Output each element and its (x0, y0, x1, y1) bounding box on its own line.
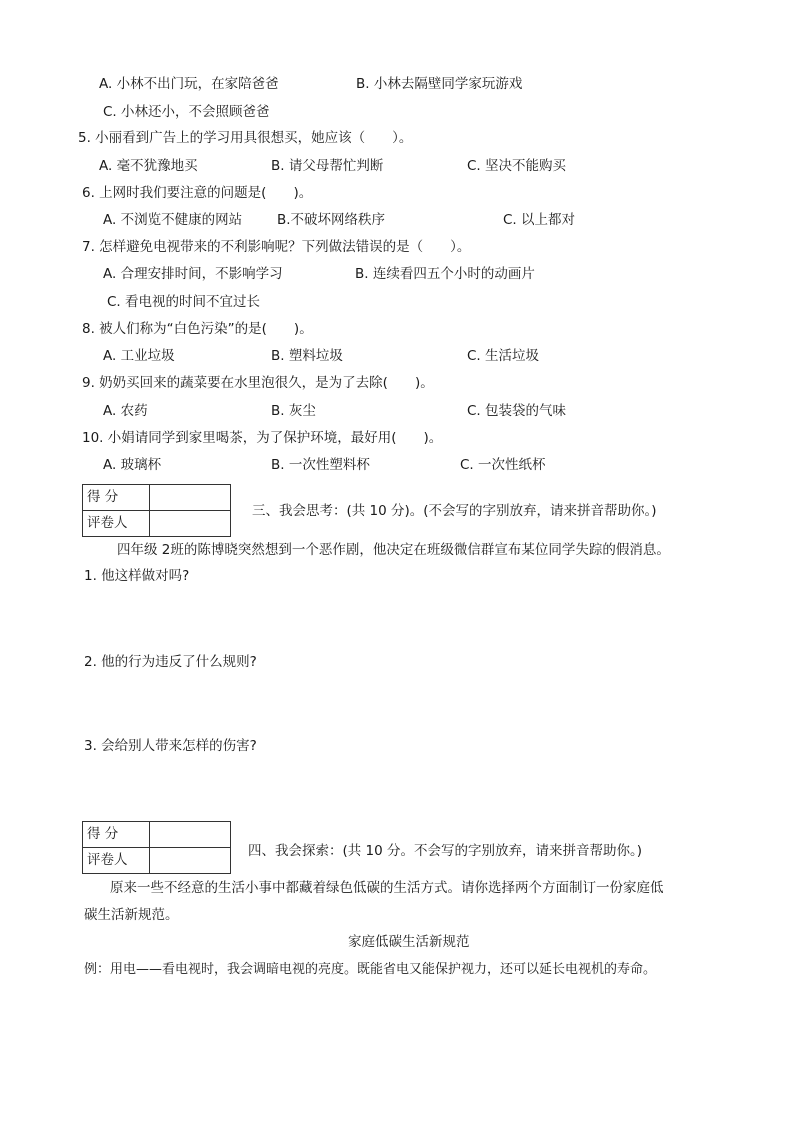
grader-label: 评卷人 (83, 848, 150, 874)
q10-option-a: A. 玻璃杯 (103, 457, 162, 473)
q7-question: 7. 怎样避免电视带来的不利影响呢？下列做法错误的是（ ）。 (82, 239, 471, 255)
section3-q3: 3. 会给别人带来怎样的伤害? (84, 738, 257, 754)
q4-option-b: B. 小林去隔壁同学家玩游戏 (356, 76, 523, 92)
q5-option-b: B. 请父母帮忙判断 (271, 158, 384, 174)
grader-blank[interactable] (150, 511, 231, 537)
score-blank[interactable] (150, 822, 231, 848)
section3-q2: 2. 他的行为违反了什么规则? (84, 654, 257, 670)
score-box-section4 (82, 821, 231, 874)
q6-option-c: C. 以上都对 (503, 212, 576, 228)
grader-label: 评卷人 (83, 511, 150, 537)
q7-option-c: C. 看电视的时间不宜过长 (107, 294, 261, 310)
q9-option-c: C. 包装袋的气味 (467, 403, 567, 419)
q8-option-b: B. 塑料垃圾 (271, 348, 343, 364)
q10-question: 10. 小娟请同学到家里喝茶，为了保护环境，最好用( )。 (82, 430, 443, 446)
section4-heading: 四、我会探索：(共 10 分。不会写的字别放弃，请来拼音帮助你。) (248, 843, 643, 859)
score-label: 得 分 (83, 822, 150, 848)
q6-question: 6. 上网时我们要注意的问题是( )。 (82, 185, 313, 201)
section4-title: 家庭低碳生活新规范 (348, 934, 470, 950)
q8-option-a: A. 工业垃圾 (103, 348, 175, 364)
section4-intro-line2: 碳生活新规范。 (84, 907, 179, 923)
q5-option-c: C. 坚决不能购买 (467, 158, 567, 174)
section4-example: 例：用电——看电视时，我会调暗电视的亮度。既能省电又能保护视力，还可以延长电视机的寿命。 (84, 962, 657, 977)
q4-option-a: A. 小林不出门玩，在家陪爸爸 (99, 76, 279, 92)
q6-option-a: A. 不浏览不健康的网站 (103, 212, 243, 228)
q7-option-a: A. 合理安排时间，不影响学习 (103, 266, 283, 282)
score-blank[interactable] (150, 485, 231, 511)
section3-q1: 1. 他这样做对吗? (84, 568, 190, 584)
section4-intro-line1: 原来一些不经意的生活小事中都藏着绿色低碳的生活方式。请你选择两个方面制订一份家庭低 (110, 880, 664, 896)
q9-question: 9. 奶奶买回来的蔬菜要在水里泡很久，是为了去除( )。 (82, 375, 434, 391)
q5-question: 5. 小丽看到广告上的学习用具很想买，她应该（ ）。 (78, 130, 413, 146)
q5-option-a: A. 毫不犹豫地买 (99, 158, 198, 174)
q10-option-b: B. 一次性塑料杯 (271, 457, 370, 473)
q4-option-c: C. 小林还小，不会照顾爸爸 (103, 104, 270, 120)
section3-heading: 三、我会思考：(共 10 分)。(不会写的字别放弃，请来拼音帮助你。) (252, 503, 657, 519)
section3-intro: 四年级 2班的陈博晓突然想到一个恶作剧，他决定在班级微信群宣布某位同学失踪的假消息。 (117, 542, 670, 558)
q8-option-c: C. 生活垃圾 (467, 348, 540, 364)
grader-blank[interactable] (150, 848, 231, 874)
score-label: 得 分 (83, 485, 150, 511)
q9-option-a: A. 农药 (103, 403, 148, 419)
q10-option-c: C. 一次性纸杯 (460, 457, 546, 473)
q9-option-b: B. 灰尘 (271, 403, 316, 419)
q6-option-b: B.不破坏网络秩序 (277, 212, 386, 228)
score-box-section3 (82, 484, 231, 537)
q8-question: 8. 被人们称为“白色污染”的是( )。 (82, 321, 313, 337)
q7-option-b: B. 连续看四五个小时的动画片 (355, 266, 535, 282)
